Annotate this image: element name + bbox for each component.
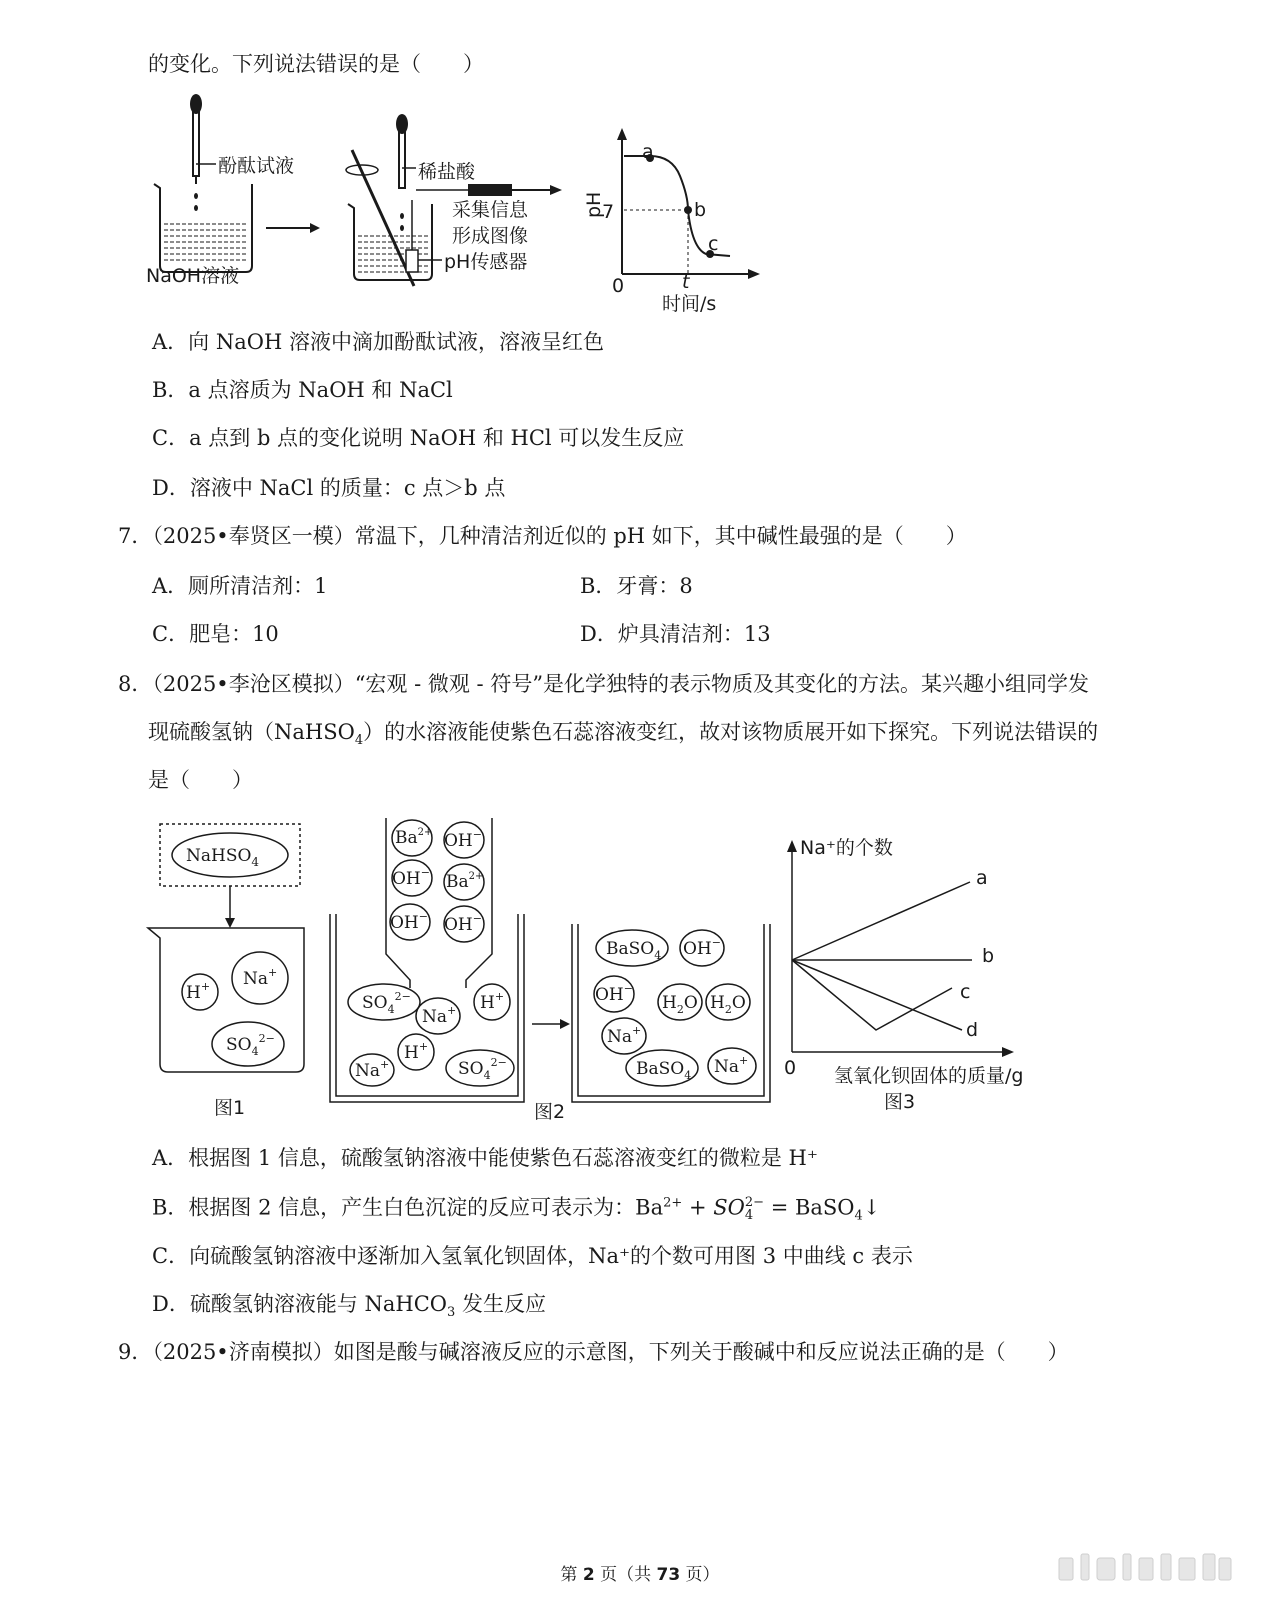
q8-option-d-tail: 发生反应 xyxy=(455,1292,546,1316)
svg-text:OH−: OH− xyxy=(683,936,721,959)
q8-option-a[interactable]: A．根据图 1 信息，硫酸氢钠溶液中能使紫色石蕊溶液变红的微粒是 H⁺ xyxy=(152,1146,818,1170)
y-axis-ph-label: pH xyxy=(583,191,605,218)
footer-pre: 第 xyxy=(560,1565,583,1585)
svg-text:OH−: OH− xyxy=(444,912,482,935)
svg-text:H2O: $H_2O$ xyxy=(710,993,746,1016)
q6-option-a[interactable]: A．向 NaOH 溶液中滴加酚酞试液，溶液呈红色 xyxy=(152,330,604,354)
svg-text:Na+: Na+ xyxy=(714,1054,749,1077)
ph-curve-chart xyxy=(617,128,760,279)
q8-option-b-sub3: 4 xyxy=(854,1208,863,1224)
q7-option-c[interactable]: C．肥皂：10 xyxy=(152,622,279,646)
point-c-label: c xyxy=(708,233,719,255)
curve-b-label: b xyxy=(982,945,995,967)
svg-text:SO42−: $SO_4^{2-}$ xyxy=(226,1032,275,1058)
svg-text:H+: H+ xyxy=(480,990,505,1013)
total-pages: 73 xyxy=(656,1565,681,1585)
svg-text:Ba2+: $Ba^{2+}$ xyxy=(446,871,484,892)
q6-option-c[interactable]: C．a 点到 b 点的变化说明 NaOH 和 HCl 可以发生反应 xyxy=(152,426,685,450)
svg-text:BaSO4: BaSO$_4$ xyxy=(636,1059,692,1082)
svg-text:NaHSO4: NaHSO$_4$ xyxy=(186,846,260,869)
svg-text:SO42−: $SO_4^{2-}$ xyxy=(458,1056,507,1082)
x-tick-t: t xyxy=(682,271,690,293)
svg-text:H2O: $H_2O$ xyxy=(662,993,698,1016)
point-b-label: b xyxy=(694,199,707,221)
naoh-solution-label: NaOH溶液 xyxy=(146,265,240,287)
fig3-caption: 图3 xyxy=(884,1091,916,1113)
q8-stem-line2-part2: ）的水溶液能使紫色石蕊溶液变红，故对该物质展开如下探究。下列说法错误的 xyxy=(363,720,1099,744)
q8-option-b-baso4: = BaSO xyxy=(764,1195,855,1220)
q8-option-d-sub: 3 xyxy=(447,1305,456,1321)
svg-text:Na+: Na+ xyxy=(422,1004,457,1027)
curve-a xyxy=(792,882,970,960)
q7-stem: 7．（2025•奉贤区一模）常温下，几种清洁剂近似的 pH 如下，其中碱性最强的是（ ） xyxy=(118,524,967,548)
q9-stem: 9．（2025•济南模拟）如图是酸与碱溶液反应的示意图，下列关于酸碱中和反应说法正确的是（ ） xyxy=(118,1340,1069,1364)
q8-option-b-sup1: 2+ xyxy=(663,1195,683,1211)
watermark-logo xyxy=(1055,1548,1235,1588)
q8-option-b-sup2: 2− xyxy=(744,1195,765,1210)
q8-stem-line3: 是（ ） xyxy=(148,768,253,792)
current-page: 2 xyxy=(582,1565,595,1585)
x-axis-time-label: 时间/s xyxy=(662,293,717,315)
q6-option-d[interactable]: D．溶液中 NaCl 的质量：c 点＞b 点 xyxy=(152,476,506,500)
svg-text:OH−: OH− xyxy=(444,828,482,851)
q8-figure xyxy=(140,812,1060,1128)
q6-stem-tail: 的变化。下列说法错误的是（ ） xyxy=(148,52,484,76)
q8-option-b-so4: + SO xyxy=(682,1195,745,1220)
q8-stem-line2 xyxy=(148,722,1098,747)
svg-text:H+: H+ xyxy=(404,1040,429,1063)
fig2-caption: 图2 xyxy=(534,1101,566,1123)
q7-option-a[interactable]: A．厕所清洁剂：1 xyxy=(152,574,328,598)
svg-text:Na+: Na+ xyxy=(355,1058,390,1081)
y-tick-7: 7 xyxy=(602,201,615,223)
footer-mid: 页（共 xyxy=(594,1565,657,1585)
point-a-label: a xyxy=(642,141,654,163)
curve-d xyxy=(792,960,962,1030)
svg-text:Na+: Na+ xyxy=(243,966,278,989)
collect-info-label: 采集信息 xyxy=(452,199,529,221)
svg-text:SO42−: $SO_4^{2-}$ xyxy=(362,990,411,1016)
q7-option-b[interactable]: B．牙膏：8 xyxy=(580,574,693,598)
q7-option-d[interactable]: D．炉具清洁剂：13 xyxy=(580,622,771,646)
fig3-origin: 0 xyxy=(784,1057,797,1079)
arrow-right-icon xyxy=(266,223,320,233)
svg-text:OH−: OH− xyxy=(390,910,428,933)
dropper-icon xyxy=(190,94,202,184)
q8-stem-line2-part1: 现硫酸氢钠（NaHSO xyxy=(148,720,355,744)
q6-option-b[interactable]: B．a 点溶质为 NaOH 和 NaCl xyxy=(152,378,453,402)
q8-option-b[interactable] xyxy=(152,1196,880,1223)
collector-device-icon xyxy=(468,184,512,196)
q8-option-b-text: B．根据图 2 信息，产生白色沉淀的反应可表示为：Ba xyxy=(152,1195,664,1220)
svg-text:OH−: OH− xyxy=(392,866,430,889)
svg-text:Ba2+: $Ba^{2+}$ xyxy=(395,827,433,848)
curve-d-label: d xyxy=(966,1019,979,1041)
svg-text:BaSO4: BaSO$_4$ xyxy=(606,939,662,962)
fig3-y-axis-label: Na⁺的个数 xyxy=(800,837,893,859)
q8-option-b-arrow: ↓ xyxy=(862,1195,881,1220)
ph-sensor-label: pH传感器 xyxy=(444,251,528,273)
beaker-icon xyxy=(154,184,252,272)
q8-option-d-text: D．硫酸氢钠溶液能与 NaHCO xyxy=(152,1292,448,1316)
q8-option-b-sub2: 4 xyxy=(744,1208,754,1223)
dilute-hcl-label: 稀盐酸 xyxy=(418,161,476,183)
q8-stem-line1: 8．（2025•李沧区模拟）“宏观 - 微观 - 符号”是化学独特的表示物质及其变化的方法。某兴趣小组同学发 xyxy=(118,672,1090,696)
svg-text:OH−: OH− xyxy=(595,982,633,1005)
curve-a-label: a xyxy=(976,867,988,889)
svg-text:H+: H+ xyxy=(186,980,211,1003)
curve-c-label: c xyxy=(960,981,971,1003)
svg-text:Na+: Na+ xyxy=(607,1024,642,1047)
fig1-caption: 图1 xyxy=(214,1097,246,1119)
q6-figure xyxy=(140,88,780,320)
q8-option-d[interactable] xyxy=(152,1294,546,1319)
origin-label: 0 xyxy=(612,275,625,297)
fig3-x-axis-label: 氢氧化钡固体的质量/g xyxy=(834,1065,1024,1087)
phenolphthalein-label: 酚酞试液 xyxy=(218,155,295,177)
footer-post: 页） xyxy=(680,1565,720,1585)
form-image-label: 形成图像 xyxy=(452,225,529,247)
q8-option-c[interactable]: C．向硫酸氢钠溶液中逐渐加入氢氧化钡固体，Na⁺的个数可用图 3 中曲线 c 表示 xyxy=(152,1244,913,1268)
q8-stem-line2-sub: 4 xyxy=(354,733,364,749)
